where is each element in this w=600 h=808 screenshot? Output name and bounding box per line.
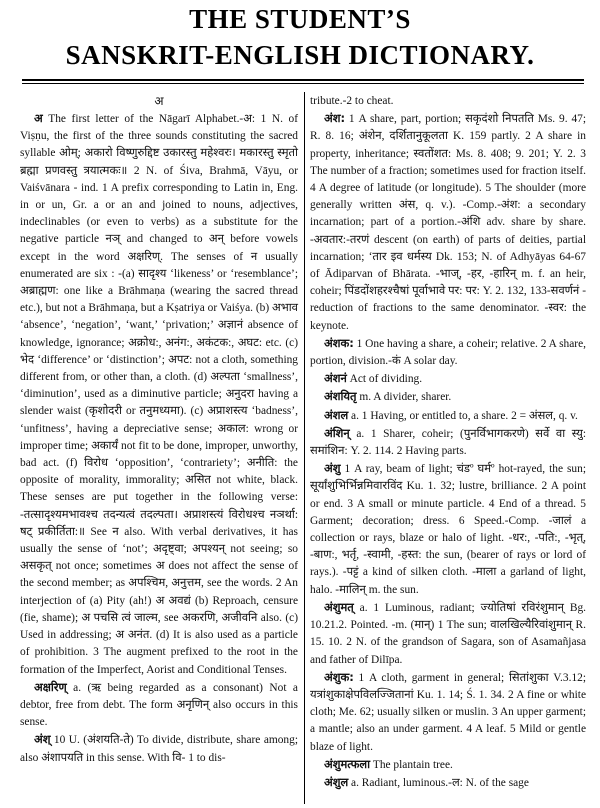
page-title-line-1: THE STUDENT’S bbox=[189, 4, 411, 34]
entry-definition: 1 A share, part, portion; सकृदंशो निपतति Ms. 9. 47; R. 8. 16; अंशेन, दर्शितानुकूलता K. 159 partly. 2 A share in property, inheritance; स्वतोंशत: Ms. 8. 408; 9. 201; Y. 2. 3 The number of a fraction; sometimes used for fraction itself. 4 A degree of latitude (or longitude). 5 The shoulder (more generally written अंस, q. v.). -Comp.-अंश: a secondary incarnation; part of a portion.-अंशि adv. share by share. -अवतार:-तरणं descent (on earth) of parts of deities, partial incarnation; ‘तार इव धर्मस्य Dk. 153; N. of Adhyāyas 64-67 of Ādiparvan of Bhārata. -भाज्, -हर, -हारिन् m. f. an heir, coheir; पिंडदोंशहरश्चैषां पूर्वाभावे पर: पर: Y. 2. 132, 133-सवर्णनं -reduction of fractions to the same denominator. -स्वर: the keynote. bbox=[310, 113, 586, 332]
right-column bbox=[310, 93, 586, 792]
entry-headword: अंश् bbox=[34, 732, 51, 747]
entry-definition: 1 A ray, beam of light; चंडº घर्मº hot-rayed, the sun; सूर्यांशुभिर्भिन्नमिवारविंद Ku. 1. 32; lustre, brilliance. 2 A point or end. 3 A small or minute particle. 4 End of a thread. 5 Garment; decoration; dress. 6 Speed.-Comp. -जालं a collection or rays, blaze or halo of light. -धर:, -पति:, -भृत्, -बाण:, भर्तृ, -स्वामी, -हस्त: the sun, (bearer of rays or lord of rays.). -पट्टं a kind of silken cloth. -माला a garland of light, halo. -मालिन् m. the sun. bbox=[310, 463, 586, 596]
entry-definition: 1 A cloth, garment in general; सितांशुका V.3.12; यत्रांशुकाक्षेपविलज्जितानां Ku. 1. 14; Ś. 1. 34. 2 A fine or white cloth; Me. 62; usually silken or muslin. 3 An upper garment; a mantle; also an under garment. 4 A leaf. 5 Mild or gentle blaze of light. bbox=[310, 671, 586, 753]
dictionary-entry bbox=[310, 756, 586, 774]
dictionary-entry bbox=[310, 425, 586, 460]
entry-headword: अ bbox=[34, 111, 43, 125]
left-column bbox=[20, 93, 298, 767]
entry-headword: अंशुल bbox=[324, 774, 349, 789]
entry-headword: अंशुमत् bbox=[324, 599, 354, 614]
entry-headword: अंशु bbox=[324, 461, 341, 476]
section-letter: अ bbox=[154, 94, 164, 108]
page-title-line-2: SANSKRIT-ENGLISH DICTIONARY. bbox=[65, 40, 535, 70]
entry-definition: Act of dividing. bbox=[346, 373, 423, 386]
header-rule bbox=[22, 79, 584, 81]
dictionary-entry bbox=[310, 388, 586, 406]
entry-headword: अंशल bbox=[324, 407, 349, 422]
dictionary-entry bbox=[20, 110, 298, 679]
dictionary-entry bbox=[310, 335, 586, 370]
dictionary-entry bbox=[310, 460, 586, 599]
entry-definition: a. 1 Sharer, coheir; (पुनर्विभागकरणे) सर्वे वा स्यु: समांशिन: Y. 2. 114. 2 Having parts. bbox=[310, 427, 586, 458]
entry-definition: m. A divider, sharer. bbox=[356, 391, 452, 404]
dictionary-entry bbox=[310, 599, 586, 669]
dictionary-entry bbox=[310, 370, 586, 388]
header-rule-thin bbox=[22, 83, 584, 84]
entry-headword: अंशनं bbox=[324, 371, 347, 386]
dictionary-entry bbox=[20, 731, 298, 766]
entry-headword: अंशक: bbox=[324, 335, 354, 350]
dictionary-entry bbox=[310, 669, 586, 756]
entry-definition: a. 1 Having, or entitled to, a share. 2 = अंसल, q. v. bbox=[348, 409, 578, 422]
entry-headword: अक्षरिण् bbox=[34, 679, 67, 694]
entry-definition: a. Radiant, luminous.-ल: N. of the sage bbox=[348, 776, 529, 789]
dictionary-entry bbox=[310, 774, 586, 792]
entry-headword: अंश: bbox=[324, 111, 346, 126]
column-divider bbox=[304, 92, 305, 804]
entry-headword: अंशयितृ bbox=[324, 389, 357, 404]
entry-definition: 10 U. (अंशयति-ते) To divide, distribute, share among; also अंशापयति in this sense. With वि- 1 to dis- bbox=[20, 734, 298, 764]
dictionary-entry bbox=[310, 110, 586, 335]
entry-headword: अंशुमत्फला bbox=[324, 756, 371, 771]
entry-definition: The plantain tree. bbox=[370, 758, 453, 771]
dictionary-entry bbox=[20, 679, 298, 732]
entry-definition: tribute.-2 to cheat. bbox=[310, 95, 394, 107]
dictionary-entry bbox=[310, 407, 586, 425]
entry-definition: a. 1 Luminous, radiant; ज्योतिषां रविरंशुमान् Bg. 10.21.2. Pointed. -m. (मान्) 1 The sun; वालखिल्यैरिवांशुमान् R. 15. 10. 2 N. of the grandson of Sagara, son of Asamañjasa and father of Dilīpa. bbox=[310, 601, 586, 666]
dictionary-entry-continued bbox=[310, 93, 586, 110]
entry-definition: 1 One having a share, a coheir; relative. 2 A share, portion, division.-कं A solar day. bbox=[310, 337, 586, 368]
entry-headword: अंशिन् bbox=[324, 425, 350, 440]
entry-headword: अंशुक: bbox=[324, 669, 354, 684]
entry-definition: a. (ऋ being regarded as a consonant) Not a debtor, free from debt. The form अनृणिन् also occurs in this sense. bbox=[20, 681, 298, 729]
entry-definition: The first letter of the Nāgarī Alphabet.-अ: 1 N. of Viṣṇu, the first of the three sounds constituting the sacred syllable ओम्; अकारो विष्णुरुद्दिष्ट उकारस्तु महेश्वरः। मकारस्तु स्मृतो ब्रह्मा प्रणवस्तु त्रयात्मकः॥ 2 N. of Śiva, Brahmā, Vāyu, or Vaiśvānara - ind. 1 A prefix corresponding to Latin in, Eng. in or un, Gr. a or an and joined to nouns, adjectives, indeclinables (or even to verbs) as a substitute for the negative particle नञ् and changed to अन् before vowels except in the word अक्षरिण्. The senses of न usually enumerated are six : -(a) सादृश्य ‘likeness’ or ‘resemblance’; अब्राह्मण: one like a Brāhmaṇa (wearing the sacred thread etc.), but not a Brāhmaṇa, but a Kṣatriya or Vaiśya. (b) अभाव ‘absence’, ‘negation’, ‘want,’ ‘privation;’ अज्ञानं absence of knowledge, ignorance; अक्रोध:, अनंग:, अकंटक:, अघट: etc. (c) भेद ‘difference’ or ‘distinction’; अपट: not a cloth, something different from, or other than, a cloth. (d) अल्पता ‘smallness’, ‘diminution’, used as a diminutive particle; अनुदरा having a slender waist (कृशोदरी or तनुमध्यमा). (c) अप्राशस्त्य ‘badness’, ‘unfitness’, having a depreciative sense; अकाल: wrong or improper time; अकार्यं not fit to be done, improper, unworthy, bad act. (f) विरोध ‘opposition’, ‘contrariety’; अनीति: the opposite of morality, immorality; असित not white, black. These senses are put together in the following verse: -तत्सादृश्यमभावश्च तदन्यत्वं तदल्पता। अप्राशस्त्यं विरोधश्च नञर्था: षट् प्रकीर्तिता:॥ See न also. With verbal derivatives, it has usually the sense of ‘not’; अदृष्ट्वा; अपश्यन् not seeing; so असकृत् not once; sometimes अ does not affect the sense of the second member; as अपश्चिम, अनुत्तम, see the words. 2 An interjection of (a) Pity (ah!) अ अवद्यं (b) Reproach, censure (fie, shame); अ पचसि त्वं जाल्म, see अकरणि, अजीवनि also. (c) Used in addressing; अ अनंत. (d) It is also used as a particle of prohibition. 3 The augment prefixed to the root in the formation of the Imperfect, Aorist and Conditional Tenses. bbox=[20, 113, 298, 676]
